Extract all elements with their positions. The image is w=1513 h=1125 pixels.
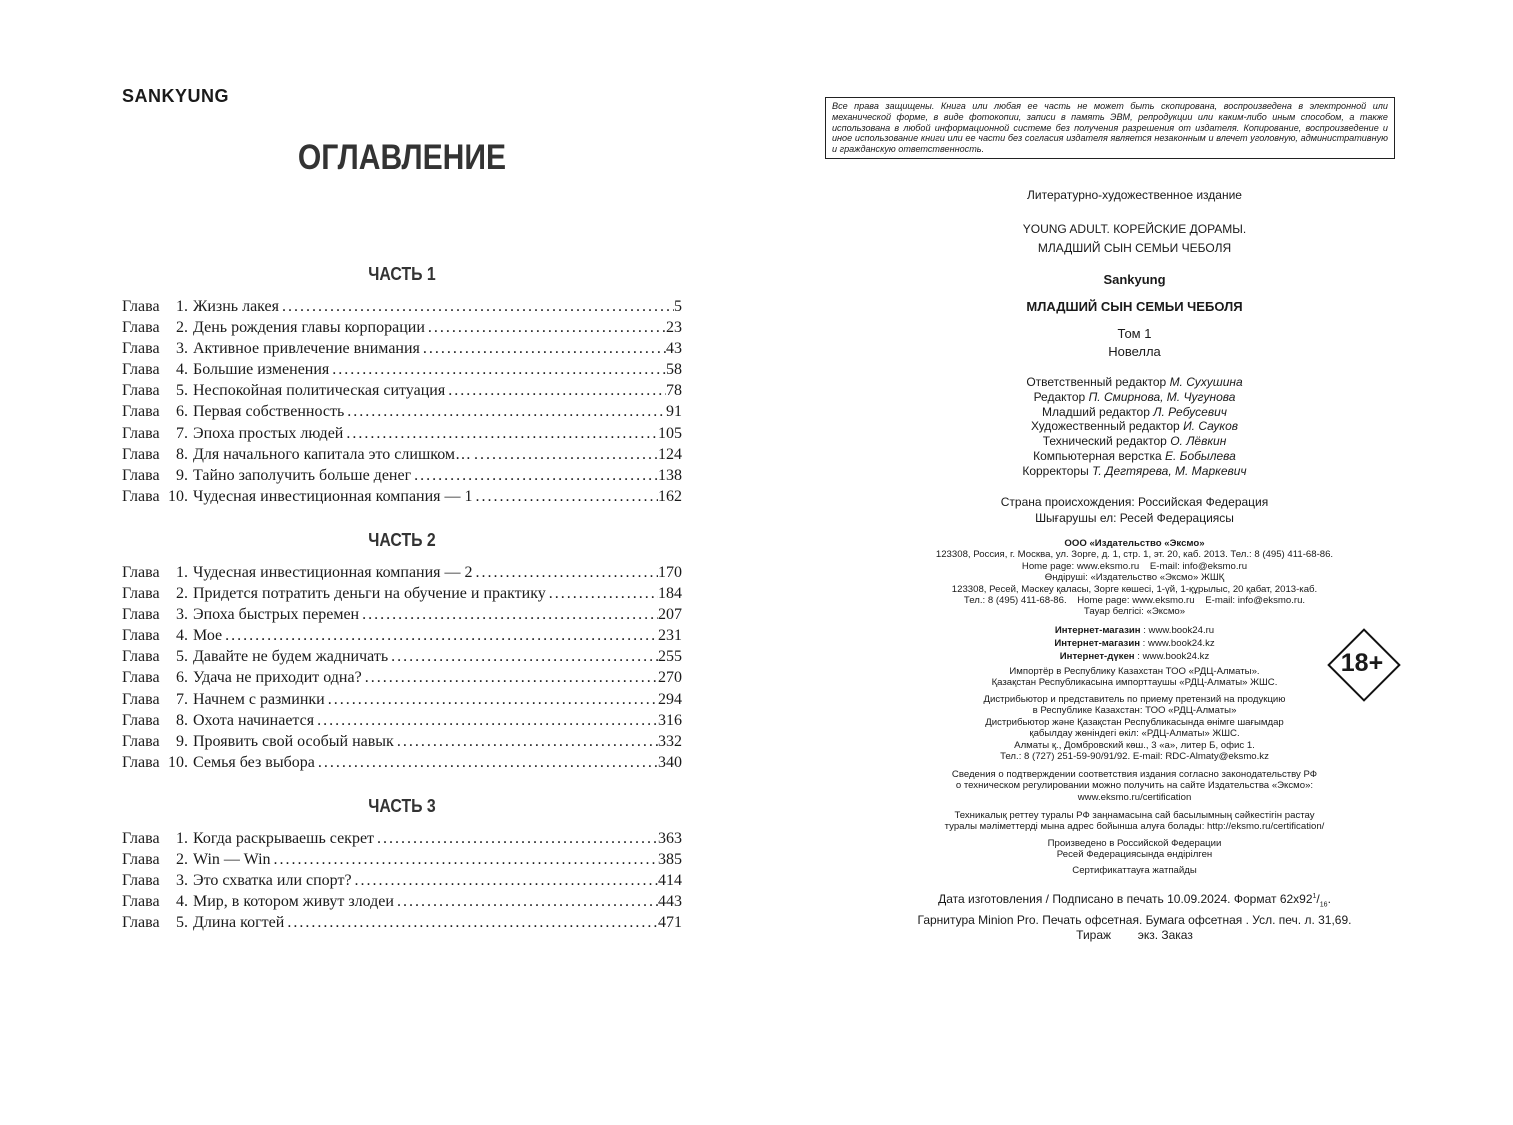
produced-line: Произведено в Российской Федерации [1047,838,1222,849]
chapter-label: Глава [122,711,160,729]
page-number: 43 [666,340,682,358]
page-number: 443 [658,893,682,911]
leader-dots [284,912,658,933]
credit-line: Технический редактор О. Лёвкин [1042,434,1227,449]
chapter-label: Глава [122,445,160,463]
leader-dots [344,401,666,422]
toc-entry[interactable] [122,870,682,891]
toc-entry[interactable] [122,849,682,870]
brand-name: SANKYUNG [122,86,230,106]
leader-dots [343,423,658,444]
chapter-number: 5. [176,648,188,666]
chapter-number: 4. [176,893,188,911]
print-line-3: Тираж экз. Заказ [1076,928,1193,943]
chapter-title: Мир, в котором живут злодеи [193,893,394,911]
leader-dots [425,317,666,338]
credit-line: Художественный редактор И. Сауков [1030,419,1239,434]
cert-line: туралы мәліметтерді мына адрес бойынша алуға болады: http://eksmo.ru/certification/ [944,821,1325,833]
leader-dots [420,338,666,359]
toc-entry[interactable] [122,359,682,380]
page-number: 471 [658,914,682,932]
page-number: 78 [666,382,682,400]
page-number: 363 [658,830,682,847]
chapter-label: Глава [122,298,160,315]
chapter-number: 3. [176,340,188,358]
page-number: 255 [658,648,682,666]
chapter-title: Чудесная инвестиционная компания — 2 [193,564,473,581]
chapter-label: Глава [122,648,160,666]
chapter-number: 5. [176,382,188,400]
kz-trademark: Тауар белгісі: «Эксмо» [1083,606,1186,618]
chapter-title: Эпоха простых людей [193,424,344,442]
credit-line: Корректоры Т. Дегтярева, М. Маркевич [1022,463,1247,478]
credit-line: Младший редактор Л. Ребусевич [1042,404,1227,419]
shop-line: Интернет-дүкен : www.book24.kz [1059,651,1210,662]
chapter-title: Жизнь лакея [193,298,279,315]
toc-entry[interactable] [122,731,682,752]
chapter-label: Глава [122,627,160,645]
chapter-label: Глава [122,830,160,847]
chapter-label: Глава [122,851,160,869]
chapter-number: 4. [176,361,188,379]
chapter-number: 5. [176,914,188,932]
publisher-web: Home page: www.eksmo.ru E-mail: info@eksmo.ru [1021,560,1248,572]
chapter-label: Глава [122,893,160,911]
page-number: 207 [658,606,682,624]
leader-dots [388,646,658,667]
author: Sankyung [1103,272,1166,287]
toc-entry[interactable] [122,486,682,507]
leader-dots [411,465,658,486]
leader-dots [471,444,658,465]
chapter-number: 4. [176,627,188,645]
chapter-title: День рождения главы корпорации [193,319,425,337]
page-number: 162 [658,487,682,505]
chapter-number: 10. [168,487,188,505]
toc-part-2 [122,528,682,773]
leader-dots [473,486,658,507]
chapter-title: Охота начинается [193,711,315,729]
chapter-title: Неспокойная политическая ситуация [193,382,446,400]
print-info [756,889,1513,944]
toc-entry[interactable] [122,317,682,338]
chapter-number: 6. [176,669,188,687]
book-title: МЛАДШИЙ СЫН СЕМЬИ ЧЕБОЛЯ [1026,299,1243,314]
chapter-label: Глава [122,340,160,358]
credit-line: Компьютерная верстка Е. Бобылева [1033,448,1236,463]
chapter-number: 9. [176,732,188,750]
publisher-address: 123308, Россия, г. Москва, ул. Зорге, д. 1, стр. 1, эт. 20, каб. 2013. Тел.: 8 (495) 411-68-86. [935,549,1334,561]
print-line-2: Гарнитура Minion Pro. Печать офсетная. Бумага офсетная . Усл. печ. л. 31,69. [917,912,1352,927]
toc-title: ОГЛАВЛЕНИЕ [297,138,507,177]
shop-line: Интернет-магазин : www.book24.ru [1054,625,1215,636]
chapter-label: Глава [122,564,160,581]
toc-entry[interactable] [122,444,682,465]
leader-dots [329,359,666,380]
chapter-number: 8. [176,711,188,729]
distributor-line: Дистрибьютор және Қазақстан Республикасында өнімге шағымдар [985,716,1284,728]
leader-dots [279,296,674,317]
part-title: ЧАСТЬ 2 [368,530,436,550]
page-number: 5 [674,298,682,315]
kz-address: 123308, Ресей, Мәскеу қаласы, Зорге көшесі, 1-үй, 1-құрылыс, 20 қабат, 2013-каб. [951,583,1318,595]
left-page [0,0,756,1125]
chapter-number: 6. [176,403,188,421]
page-number: 138 [658,466,682,484]
chapter-label: Глава [122,361,160,379]
toc-entry[interactable] [122,562,682,583]
distributor-line: Дистрибьютор и представитель по приему претензий на продукцию [983,694,1286,705]
toc-entry[interactable] [122,380,682,401]
publisher-name: ООО «Издательство «Эксмо» [1064,538,1205,549]
distributor-line: в Республике Казахстан: ТОО «РДЦ-Алматы» [1032,705,1237,717]
page-number: 58 [666,361,682,379]
distributor-contacts: Тел.: 8 (727) 251-59-90/91/92. E-mail: RDC-Almaty@eksmo.kz [1000,751,1269,763]
leader-dots [394,891,658,912]
toc-entry[interactable] [122,667,682,688]
chapter-label: Глава [122,872,160,890]
page-number: 23 [666,319,682,337]
chapter-label: Глава [122,669,160,687]
toc-entry[interactable] [122,689,682,710]
distributor-block [756,694,1513,762]
page-number: 170 [658,564,682,581]
chapter-number: 2. [176,585,188,603]
toc-entry[interactable] [122,912,682,933]
leader-dots [359,604,658,625]
print-line-1: Дата изготовления / Подписано в печать 10.09.2024. Формат $62x92^1/_{16}$. [938,892,1331,909]
chapter-title: Давайте не будем жадничать [193,648,389,666]
chapter-title: Тайно заполучить больше денег [193,466,412,484]
shop-line: Интернет-магазин : www.book24.kz [1054,638,1215,649]
leader-dots [374,828,658,849]
toc-entry[interactable] [122,646,682,667]
chapter-number: 7. [176,690,188,708]
publisher-block [756,538,1513,618]
toc-entry[interactable] [122,296,682,317]
chapter-number: 2. [176,851,188,869]
produced-in [756,838,1513,861]
toc-entry[interactable] [122,583,682,604]
importer-ru: Импортёр в Республику Казахстан ТОО «РДЦ-Алматы». [1009,666,1260,677]
series-line-1: YOUNG ADULT. КОРЕЙСКИЕ ДОРАМЫ. [1022,222,1247,236]
toc-entry[interactable] [122,891,682,912]
page-number: 184 [658,585,682,603]
distributor-address: Алматы қ., Домбровский көш., 3 «а», литер Б, офис 1. [1014,739,1255,751]
cert-line: о техническом регулировании можно получить на сайте Издательства «Эксмо»: [955,780,1314,792]
toc-entry[interactable] [122,465,682,486]
chapter-title: Удача не приходит одна? [193,669,362,687]
chapter-label: Глава [122,914,160,932]
chapter-number: 2. [176,319,188,337]
chapter-title: Это схватка или спорт? [193,872,352,890]
origin-kz: Шығарушы ел: Ресей Федерациясы [1035,511,1234,525]
chapter-label: Глава [122,606,160,624]
chapter-title: Длина когтей [193,914,285,932]
leader-dots [546,583,658,604]
part-title: ЧАСТЬ 1 [368,264,436,284]
importer-kz: Қазақстан Республикасына импорттаушы «РДЦ-Алматы» ЖШС. [991,677,1278,689]
cert-line: Техникалық реттеу туралы РФ заңнамасына сай басылымның сәйкестігін растау [954,810,1315,821]
toc-entry[interactable] [122,710,682,731]
page-number: 124 [658,445,682,463]
chapter-title: Для начального капитала это слишком… [193,445,472,463]
chapter-label: Глава [122,403,160,421]
chapter-title: Большие изменения [193,361,330,379]
chapter-title: Придется потратить деньги на обучение и практику [193,585,546,603]
chapter-number: 9. [176,466,188,484]
credit-line: Редактор П. Смирнова, М. Чугунова [1033,389,1236,404]
chapter-label: Глава [122,466,160,484]
chapter-label: Глава [122,585,160,603]
chapter-label: Глава [122,753,160,771]
toc-entry[interactable] [122,604,682,625]
leader-dots [445,380,666,401]
page-number: 316 [658,711,682,729]
toc-entry[interactable] [122,625,682,646]
origin-ru: Страна происхождения: Российская Федерация [1000,495,1269,509]
chapter-label: Глава [122,319,160,337]
chapter-label: Глава [122,382,160,400]
chapter-number: 3. [176,872,188,890]
genre: Новелла [1108,344,1161,359]
leader-dots [314,710,658,731]
chapter-title: Когда раскрываешь секрет [193,830,375,847]
chapter-number: 3. [176,606,188,624]
age-rating: 18+ [1340,649,1384,677]
chapter-title: Начнем с разминки [193,690,325,708]
not-certified: Сертификаттауға жатпайды [1072,865,1197,876]
chapter-number: 8. [176,445,188,463]
chapter-label: Глава [122,690,160,708]
toc-entry[interactable] [122,338,682,359]
chapter-label: Глава [122,732,160,750]
series-line-2: МЛАДШИЙ СЫН СЕМЬИ ЧЕБОЛЯ [1037,241,1232,255]
page-number: 340 [658,753,682,771]
page-number: 270 [658,669,682,687]
chapter-number: 7. [176,424,188,442]
kz-producer: Өндіруші: «Издательство «Эксмо» ЖШҚ [1044,572,1225,584]
cert-line: Сведения о подтверждении соответствия издания согласно законодательству РФ [951,769,1318,780]
credits-list [756,375,1513,479]
leader-dots [362,667,658,688]
importer-block [756,666,1513,689]
chapter-number: 1. [176,830,188,847]
edition-type: Литературно-художественное издание [1027,188,1242,202]
certification-kz [756,810,1513,833]
part-title: ЧАСТЬ 3 [368,796,436,816]
leader-dots [325,689,658,710]
chapter-title: Активное привлечение внимания [193,340,420,358]
right-page [756,0,1513,1125]
chapter-title: Win — Win [193,851,271,869]
leader-dots [222,625,658,646]
toc-entry[interactable] [122,401,682,422]
chapter-label: Глава [122,424,160,442]
chapter-number: 10. [168,753,188,771]
chapter-label: Глава [122,487,160,505]
chapter-title: Проявить свой особый навык [193,732,394,750]
chapter-number: 1. [176,298,188,315]
rights-notice: Все права защищены. Книга или любая ее часть не может быть скопирована, воспроизведена в электронной или механической форме, в виде фотокопии, записи в память ЭВМ, репродукции или каким-либо иным способом, а также использована в любой информационной системе без получения разрешения от издателя. Копирование, воспроизведение и иное использование книги или ее части без согласия издателя является незаконным и влечет уголовную, административную и гражданскую ответственность. [825,97,1395,159]
chapter-number: 1. [176,564,188,581]
certification-ru [756,769,1513,803]
distributor-line: қабылдау жөніндегі өкіл: «РДЦ-Алматы» ЖШС. [1029,728,1240,740]
chapter-title: Первая собственность [193,403,345,421]
page-number: 332 [658,732,682,750]
online-shops [756,624,1513,663]
page-number: 91 [666,403,682,421]
toc-part-3 [122,794,682,933]
chapter-title: Мое [193,627,223,645]
cert-line: www.eksmo.ru/certification [1077,791,1192,803]
leader-dots [352,870,658,891]
toc-part-1 [122,262,682,507]
toc-entry[interactable] [122,828,682,849]
chapter-title: Эпоха быстрых перемен [193,606,360,624]
leader-dots [473,562,658,583]
toc-entry[interactable] [122,423,682,444]
toc-entry[interactable] [122,752,682,773]
credit-line: Ответственный редактор М. Сухушина [1026,375,1243,389]
chapter-title: Чудесная инвестиционная компания — 1 [193,487,473,505]
page-number: 231 [658,627,682,645]
produced-line: Ресей Федерациясында өндірілген [1056,849,1213,861]
leader-dots [271,849,658,870]
page-number: 414 [658,872,682,890]
kz-web: Тел.: 8 (495) 411-68-86. Home page: www.eksmo.ru E-mail: info@eksmo.ru. [963,595,1306,607]
volume: Том 1 [1117,326,1152,341]
page-number: 294 [658,690,682,708]
leader-dots [315,752,658,773]
page-number: 385 [658,851,682,869]
chapter-title: Семья без выбора [193,753,315,771]
page-number: 105 [658,424,682,442]
leader-dots [394,731,658,752]
